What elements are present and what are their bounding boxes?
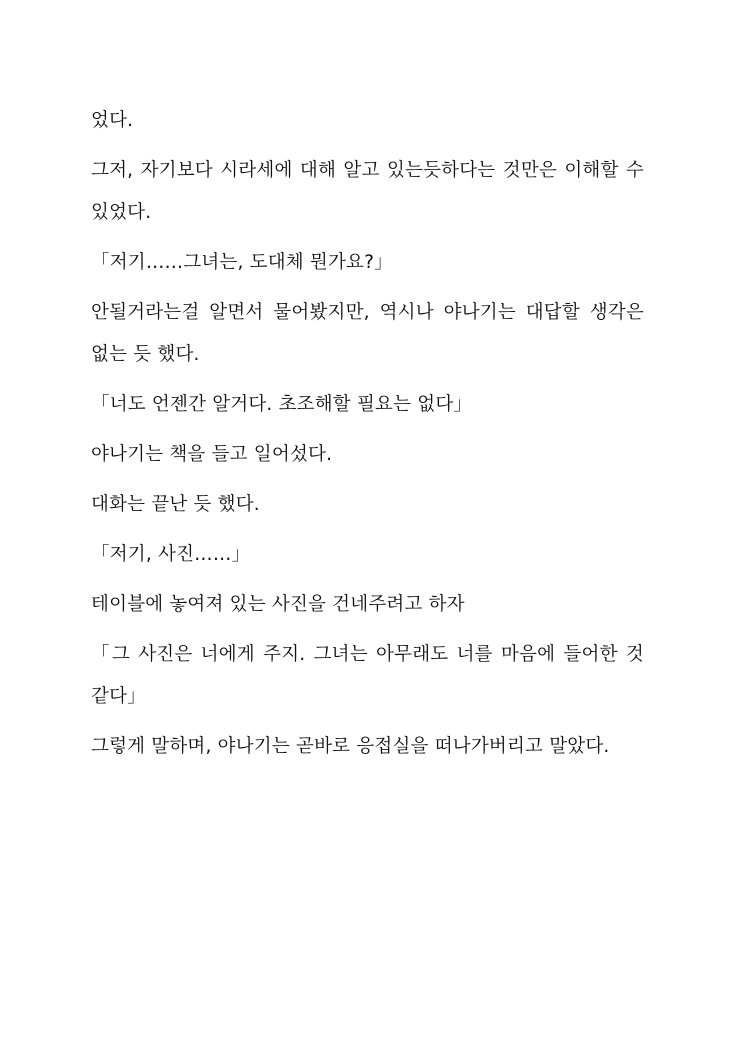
paragraph-3-dialogue: 「저기……그녀는, 도대체 뭔가요?」	[91, 252, 393, 273]
paragraph-10-dialogue: 「그 사진은 너에게 주지. 그녀는 아무래도 너를 마음에 들어한 것 같다」	[91, 644, 644, 707]
paragraph-11: 그렇게 말하며, 야나기는 곧바로 응접실을 떠나가버리고 말았다.	[91, 736, 610, 757]
document-page	[91, 100, 644, 776]
paragraph-8-dialogue: 「저기, 사진……」	[91, 544, 251, 565]
paragraph-7: 대화는 끝난 듯 했다.	[91, 494, 260, 515]
paragraph-4: 안될거라는걸 알면서 물어봤지만, 역시나 야나기는 대답할 생각은 없는 듯 했다.	[91, 302, 644, 365]
paragraph-2: 그저, 자기보다 시라세에 대해 알고 있는듯하다는 것만은 이해할 수 있었다.	[91, 160, 644, 223]
paragraph-1: 었다.	[91, 110, 134, 131]
paragraph-6: 야나기는 책을 들고 일어섰다.	[91, 444, 333, 465]
paragraph-5-dialogue: 「너도 언젠간 알거다. 초조해할 필요는 없다」	[91, 394, 473, 415]
paragraph-9: 테이블에 놓여져 있는 사진을 건네주려고 하자	[91, 594, 465, 615]
